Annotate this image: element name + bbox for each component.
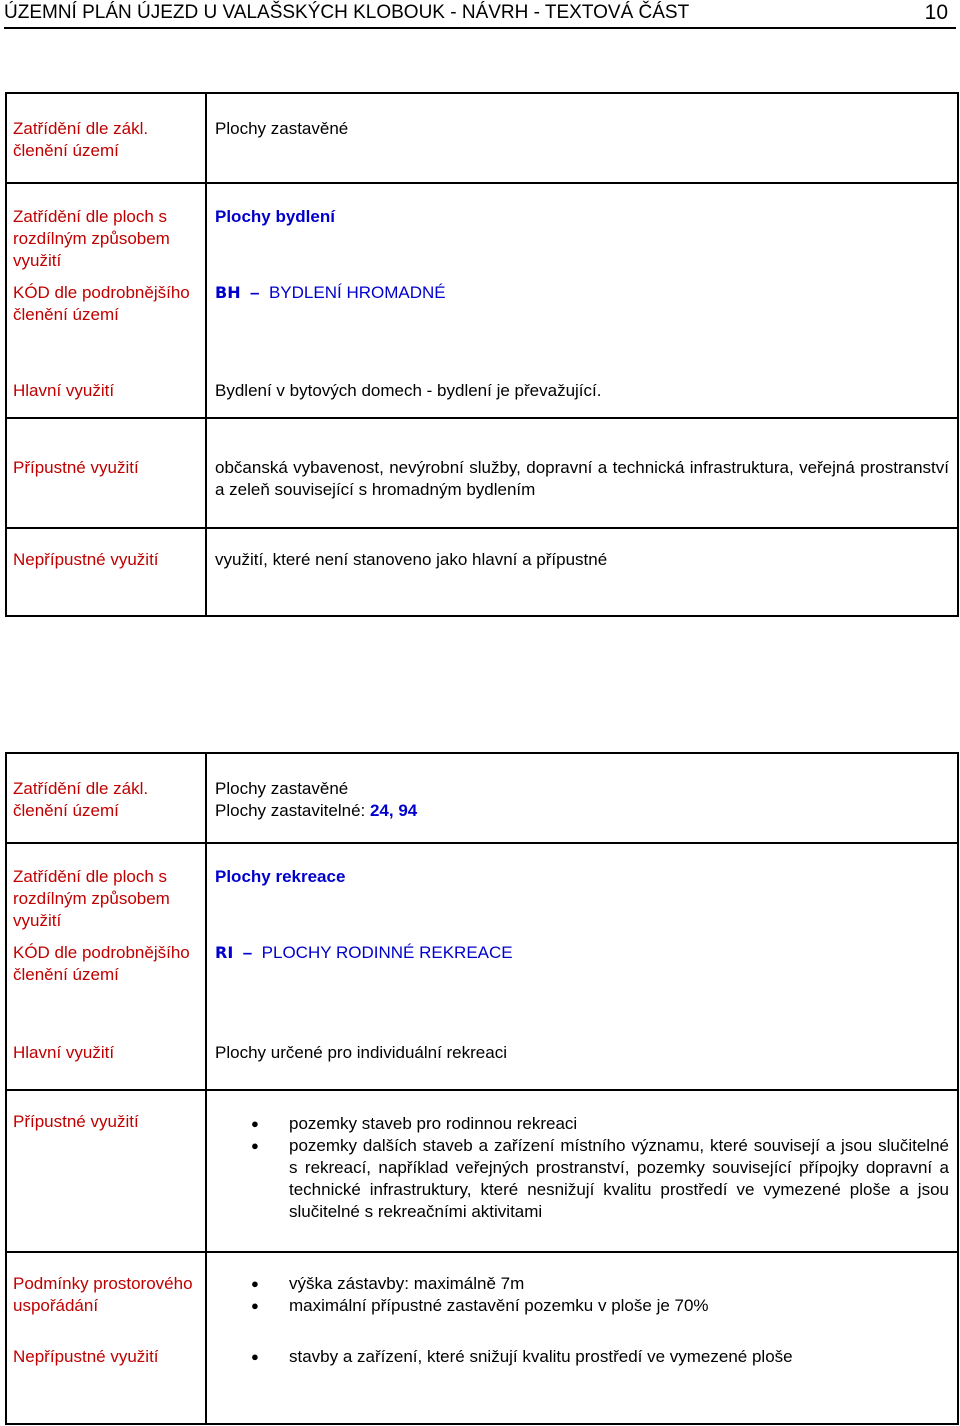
row-label: Zatřídění dle zákl. členění území xyxy=(6,753,206,843)
document-title: ÚZEMNÍ PLÁN ÚJEZD U VALAŠSKÝCH KLOBOUK - NÁVRH - TEXTOVÁ ČÁST xyxy=(4,2,690,23)
row-value: Plochy bydlení xyxy=(206,183,958,278)
row-label: Podmínky prostorového uspořádání xyxy=(6,1252,206,1344)
row-value xyxy=(206,278,958,366)
row-label: Hlavní využití xyxy=(6,1026,206,1090)
row-value: Plochy určené pro individuální rekreaci xyxy=(206,1026,958,1090)
row-label: Hlavní využití xyxy=(6,366,206,418)
row-label: Nepřípustné využití xyxy=(6,1344,206,1424)
bullet-list xyxy=(215,1113,949,1223)
list-item: ● pozemky dalších staveb a zařízení místního významu, které souvisejí a jsou slučitelné s rekreací, například veřejných prostranství, pozemky související přípojky dopravní a technické infrastruktury, které nesnižují kvalitu prostředí ve vymezené ploše a jsou slučitelné s rekreačními aktivitami xyxy=(289,1135,949,1223)
row-value xyxy=(206,1344,958,1424)
row-value: občanská vybavenost, nevýrobní služby, dopravní a technická infrastruktura, veřejná prostranství a zeleň související s hromadným bydlením xyxy=(206,418,958,528)
row-label: Nepřípustné využití xyxy=(6,528,206,616)
row-value: využití, které není stanoveno jako hlavní a přípustné xyxy=(206,528,958,616)
zone-name: BYDLENÍ HROMADNÉ xyxy=(268,283,446,302)
zone-code: BH xyxy=(215,283,241,302)
row-value xyxy=(206,1252,958,1344)
list-item: ● stavby a zařízení, které snižují kvalitu prostředí ve vymezené ploše xyxy=(289,1346,949,1368)
bullet-list xyxy=(215,1273,949,1317)
page-number: 10 xyxy=(924,1,948,24)
area-numbers: 24, 94 xyxy=(369,801,418,820)
list-item: ● výška zástavby: maximálně 7m xyxy=(289,1273,949,1295)
row-value xyxy=(206,1090,958,1252)
regulation-table-bh xyxy=(5,92,959,617)
row-value xyxy=(206,753,958,843)
list-item: ● maximální přípustné zastavění pozemku v ploše je 70% xyxy=(289,1295,949,1317)
row-value: Bydlení v bytových domech - bydlení je převažující. xyxy=(206,366,958,418)
row-label: Zatřídění dle ploch s rozdílným způsobem využití xyxy=(6,183,206,278)
row-label: KÓD dle podrobnějšího členění území xyxy=(6,938,206,1026)
bullet-list xyxy=(215,1346,949,1368)
list-item: ● pozemky staveb pro rodinnou rekreaci xyxy=(289,1113,949,1135)
row-label: Přípustné využití xyxy=(6,1090,206,1252)
row-value: Plochy zastavěné xyxy=(206,93,958,183)
code-dash: – xyxy=(250,283,260,302)
row-label: KÓD dle podrobnějšího členění území xyxy=(6,278,206,366)
code-dash: – xyxy=(242,943,253,962)
row-value: Plochy rekreace xyxy=(206,843,958,938)
row-label: Přípustné využití xyxy=(6,418,206,528)
row-value-text: Plochy zastavitelné: xyxy=(215,801,370,820)
page-header xyxy=(4,0,956,29)
row-label: Zatřídění dle ploch s rozdílným způsobem využití xyxy=(6,843,206,938)
row-value-line xyxy=(215,800,949,822)
row-label: Zatřídění dle zákl. členění území xyxy=(6,93,206,183)
row-value xyxy=(206,938,958,1026)
regulation-table-ri xyxy=(5,752,959,1425)
zone-code: RI xyxy=(215,943,234,962)
row-value-line: Plochy zastavěné xyxy=(215,779,349,798)
zone-name: PLOCHY RODINNÉ REKREACE xyxy=(261,943,513,962)
